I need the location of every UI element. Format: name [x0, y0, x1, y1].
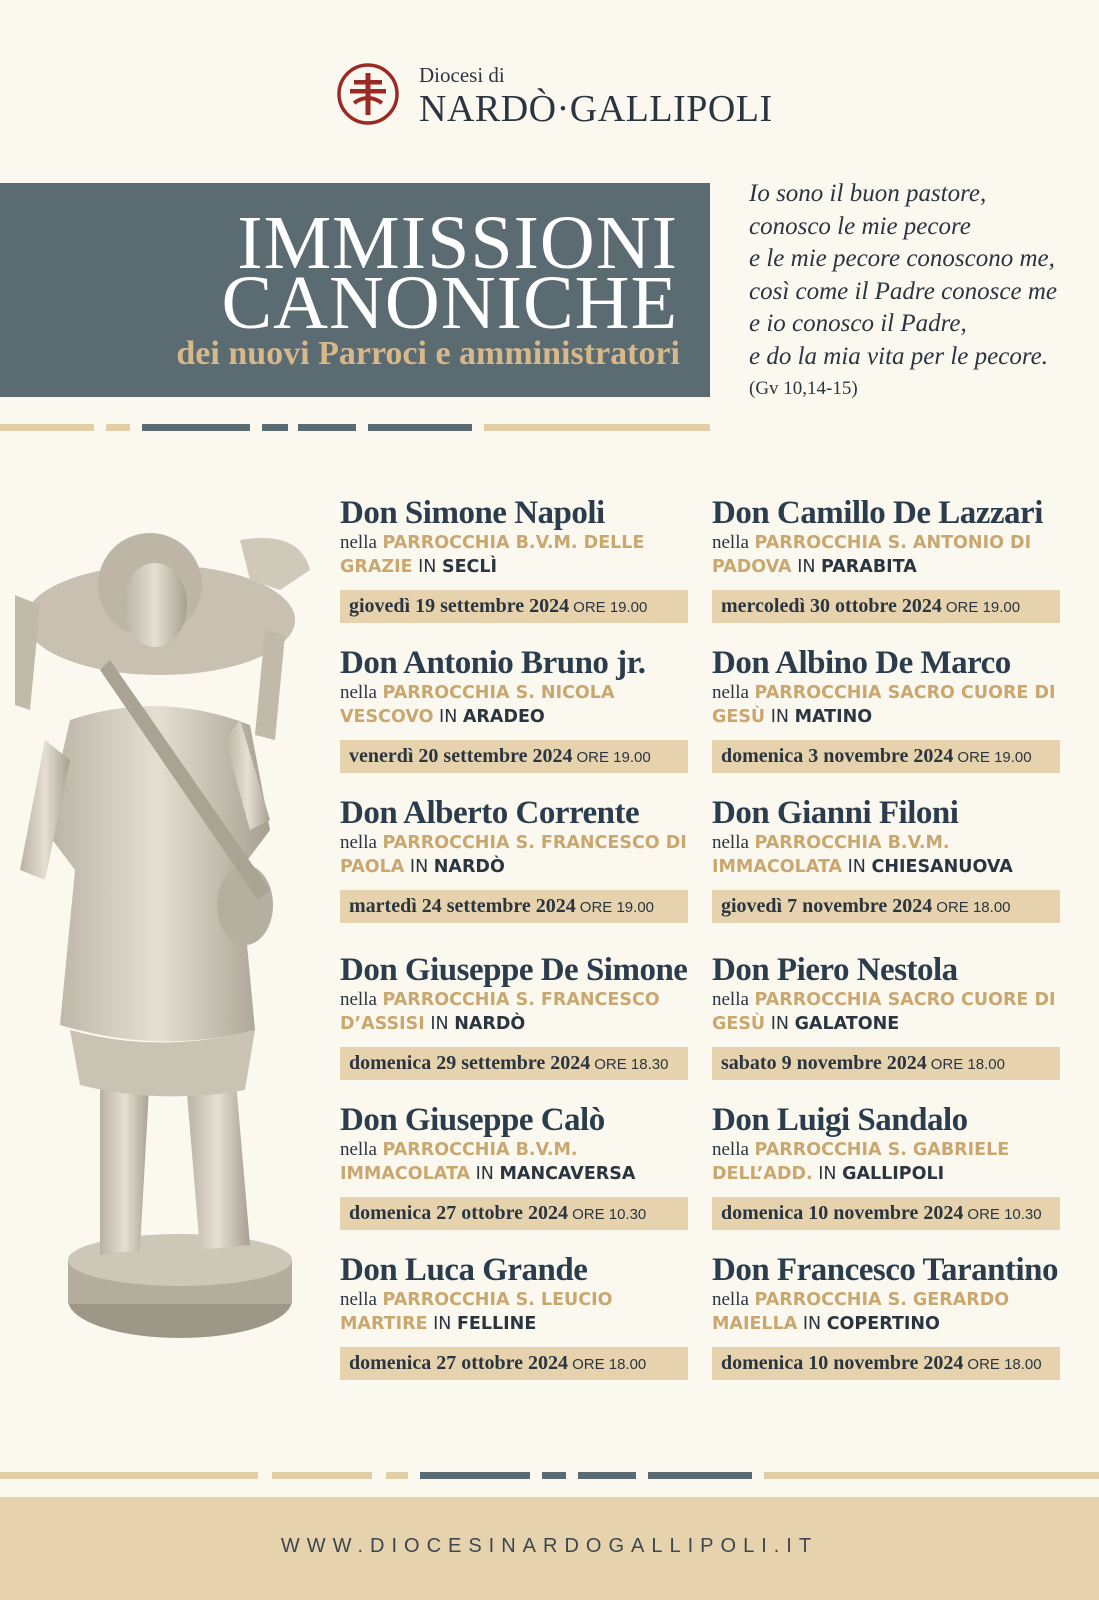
cross-seal-icon [337, 63, 399, 125]
date-badge [340, 1047, 688, 1080]
entry-card [712, 645, 1060, 773]
divider-dash [142, 424, 250, 431]
in-label: IN [409, 857, 429, 877]
parish-name: PARROCCHIA S. NICOLA VESCOVO [340, 683, 615, 727]
parish-line [712, 988, 1060, 1036]
entry-card [340, 952, 688, 1080]
divider-dash [262, 424, 288, 431]
priest-name: Don Simone Napoli [340, 495, 605, 531]
date-badge [712, 1347, 1060, 1380]
parish-name: PARROCCHIA S. LEUCIO MARTIRE [340, 1290, 613, 1334]
parish-line [340, 531, 688, 579]
date-badge [712, 890, 1060, 923]
date-text: venerdì 20 settembre 2024 [349, 745, 573, 767]
priest-name: Don Giuseppe De Simone [340, 952, 688, 988]
parish-line [340, 681, 688, 729]
priest-name: Don Luigi Sandalo [712, 1102, 968, 1138]
parish-name: PARROCCHIA S. GERARDO MAIELLA [712, 1290, 1010, 1334]
date-text: domenica 27 ottobre 2024 [349, 1202, 569, 1224]
place-name: ARADEO [462, 707, 545, 727]
date-badge [712, 1197, 1060, 1230]
date-text: domenica 3 novembre 2024 [721, 745, 954, 767]
priest-name: Don Camillo De Lazzari [712, 495, 1043, 531]
date-badge [712, 590, 1060, 623]
priest-name: Don Gianni Filoni [712, 795, 959, 831]
time-text: ORE 19.00 [573, 599, 648, 616]
priest-name: Don Alberto Corrente [340, 795, 640, 831]
quote-line: conosco le mie pecore [749, 212, 971, 240]
nella-label: nella [340, 532, 377, 553]
time-text: ORE 18.00 [936, 899, 1011, 916]
date-text: domenica 10 novembre 2024 [721, 1352, 964, 1374]
in-label: IN [770, 707, 789, 727]
parish-line [712, 831, 1060, 879]
parish-name: PARROCCHIA S. ANTONIO DI PADOVA [712, 533, 1032, 577]
entry-card [712, 952, 1060, 1080]
entry-card [340, 795, 688, 923]
quote-line: così come il Padre conosce me [749, 277, 1057, 305]
parish-line [340, 1138, 688, 1186]
nella-label: nella [712, 682, 749, 703]
entry-card [340, 645, 688, 773]
time-text: ORE 10.30 [967, 1206, 1042, 1223]
divider-dash [648, 1472, 752, 1479]
divider-dash [272, 1472, 372, 1479]
time-text: ORE 19.00 [945, 599, 1021, 616]
time-text: ORE 19.00 [576, 749, 651, 766]
parish-line [340, 831, 688, 879]
parish-name: PARROCCHIA S. GABRIELE DELL’ADD. [712, 1140, 1010, 1184]
bottom-divider [0, 1472, 1099, 1480]
footer [0, 1497, 1099, 1600]
divider-dash [368, 424, 472, 431]
time-text: ORE 19.00 [957, 749, 1032, 766]
date-badge [340, 1197, 688, 1230]
time-text: ORE 10.30 [572, 1206, 647, 1223]
entry-card [712, 1102, 1060, 1230]
parish-name: PARROCCHIA SACRO CUORE DI GESÙ [712, 990, 1056, 1034]
divider-dash [386, 1472, 408, 1479]
place-name: NARDÒ [454, 1014, 526, 1034]
date-text: domenica 10 novembre 2024 [721, 1202, 964, 1224]
title-subtitle: dei nuovi Parroci e amministratori [176, 335, 680, 372]
in-label: IN [797, 557, 816, 577]
gospel-quote [749, 178, 1089, 373]
in-label: IN [475, 1164, 494, 1184]
parish-line [712, 531, 1060, 579]
in-label: IN [418, 557, 437, 577]
date-badge [712, 740, 1060, 773]
time-text: ORE 18.00 [930, 1056, 1005, 1073]
priest-name: Don Luca Grande [340, 1252, 588, 1288]
parish-line [340, 1288, 688, 1336]
place-name: COPERTINO [826, 1314, 940, 1334]
nella-label: nella [340, 989, 377, 1010]
parish-line [340, 988, 688, 1036]
title-line-1: IMMISSIONI [237, 201, 678, 285]
in-label: IN [430, 1014, 449, 1034]
title-band [0, 183, 710, 397]
time-text: ORE 18.30 [594, 1056, 669, 1073]
date-text: domenica 29 settembre 2024 [349, 1052, 591, 1074]
in-label: IN [439, 707, 458, 727]
top-divider [0, 424, 1099, 432]
website-link[interactable]: WWW.DIOCESINARDOGALLIPOLI.IT [280, 1535, 819, 1557]
divider-dash [298, 424, 356, 431]
parish-line [712, 1138, 1060, 1186]
place-name: FELLINE [456, 1314, 537, 1334]
place-name: CHIESANUOVA [871, 857, 1013, 877]
date-badge [340, 590, 688, 623]
nella-label: nella [340, 1289, 377, 1310]
nella-label: nella [712, 832, 749, 853]
quote-line: Io sono il buon pastore, [749, 180, 987, 207]
divider-dash [764, 1472, 1099, 1479]
nella-label: nella [340, 832, 377, 853]
quote-line: e do la mia vita per le pecore. [749, 342, 1048, 370]
nella-label: nella [712, 1289, 749, 1310]
quote-line: e le mie pecore conoscono me, [749, 245, 1055, 272]
date-text: giovedì 19 settembre 2024 [349, 595, 570, 617]
divider-dash [106, 424, 130, 431]
in-label: IN [770, 1014, 789, 1034]
entry-card [712, 1252, 1060, 1380]
good-shepherd-statue-icon [0, 510, 330, 1350]
time-text: ORE 18.00 [572, 1356, 647, 1373]
parish-name: PARROCCHIA SACRO CUORE DI GESÙ [712, 683, 1056, 727]
nella-label: nella [340, 1139, 377, 1160]
priest-name: Don Piero Nestola [712, 952, 958, 988]
in-label: IN [433, 1314, 452, 1334]
time-text: ORE 18.00 [967, 1356, 1042, 1373]
date-badge [340, 740, 688, 773]
date-badge [712, 1047, 1060, 1080]
diocese-label-big: NARDÒ·GALLIPOLI [419, 88, 773, 130]
priest-name: Don Giuseppe Calò [340, 1102, 605, 1138]
place-name: GALATONE [794, 1014, 900, 1034]
priest-name: Don Antonio Bruno jr. [340, 645, 646, 681]
place-name: GALLIPOLI [842, 1164, 945, 1184]
date-text: domenica 27 ottobre 2024 [349, 1352, 569, 1374]
date-text: mercoledì 30 ottobre 2024 [721, 595, 942, 617]
parish-name: PARROCCHIA B.V.M. IMMACOLATA [340, 1140, 578, 1184]
entry-card [712, 795, 1060, 923]
in-label: IN [847, 857, 866, 877]
date-text: giovedì 7 novembre 2024 [721, 895, 933, 917]
quote-line: e io conosco il Padre, [749, 310, 967, 337]
diocese-logo [337, 63, 777, 133]
parish-line [712, 1288, 1060, 1336]
in-label: IN [802, 1314, 822, 1334]
nella-label: nella [712, 1139, 749, 1160]
priest-name: Don Francesco Tarantino [712, 1252, 1059, 1288]
place-name: MANCAVERSA [499, 1164, 636, 1184]
parish-name: PARROCCHIA B.V.M. IMMACOLATA [712, 833, 950, 877]
place-name: MATINO [794, 707, 873, 727]
title-line-2: CANONICHE [221, 261, 678, 345]
parish-name: PARROCCHIA B.V.M. DELLE GRAZIE [340, 533, 645, 577]
entry-card [712, 495, 1060, 623]
divider-dash [420, 1472, 530, 1479]
in-label: IN [818, 1164, 837, 1184]
place-name: NARDÒ [433, 857, 505, 877]
entry-card [340, 1102, 688, 1230]
divider-dash [484, 424, 710, 431]
nella-label: nella [712, 532, 749, 553]
diocese-label-small: Diocesi di [419, 63, 505, 87]
date-text: martedì 24 settembre 2024 [349, 895, 576, 917]
priest-name: Don Albino De Marco [712, 645, 1011, 681]
divider-dash [542, 1472, 566, 1479]
nella-label: nella [340, 682, 377, 703]
entry-card [340, 495, 688, 623]
parish-line [712, 681, 1060, 729]
divider-dash [578, 1472, 636, 1479]
nella-label: nella [712, 989, 749, 1010]
place-name: PARABITA [821, 557, 917, 577]
place-name: SECLÌ [441, 557, 498, 577]
quote-reference: (Gv 10,14-15) [749, 378, 858, 399]
parish-name: PARROCCHIA S. FRANCESCO DI PAOLA [340, 833, 687, 877]
entry-card [340, 1252, 688, 1380]
divider-dash [0, 424, 94, 431]
time-text: ORE 19.00 [579, 899, 655, 916]
date-text: sabato 9 novembre 2024 [721, 1052, 927, 1074]
date-badge [340, 890, 688, 923]
date-badge [340, 1347, 688, 1380]
parish-name: PARROCCHIA S. FRANCESCO D’ASSISI [340, 990, 660, 1034]
divider-dash [0, 1472, 258, 1479]
